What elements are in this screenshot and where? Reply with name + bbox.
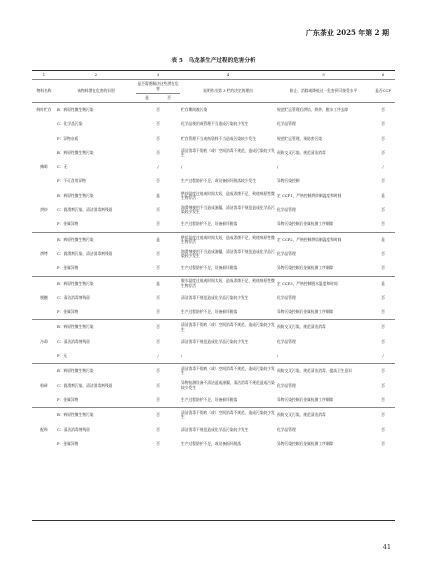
- material-name: [32, 364, 56, 379]
- need-control: 否: [156, 383, 160, 388]
- decision-reason: 清洁消毒不规范造成化学品污染较少发生: [181, 427, 249, 432]
- hazard-identification: C：清洁消毒剂残留: [57, 427, 90, 432]
- need-control: 否: [156, 310, 160, 315]
- table-caption: 表 5 乌龙茶生产过程的危害分析: [171, 58, 256, 64]
- table-row: [32, 408, 395, 423]
- control-measure: 预防交叉污染，规范清洁消毒: [276, 408, 371, 423]
- material-name: [32, 174, 56, 188]
- need-control: 否: [156, 266, 160, 271]
- decision-reason: 清洁消毒不彻底（或）空间消毒不规范，造成污染较少发生: [180, 408, 276, 423]
- control-measure: 化学品管理: [277, 251, 296, 256]
- col-number: 5: [276, 71, 371, 80]
- control-measure: 定 CCP1，严格控制烘炒制温度和时间: [277, 193, 342, 198]
- decision-reason: 清洁消毒不规范造成化学品污染较少发生: [181, 339, 249, 344]
- material-name: [32, 349, 56, 364]
- control-measure: 预防交叉污染，规范清洁消毒: [276, 320, 371, 335]
- hazard-identification: B：病原性微生物污染: [56, 408, 136, 423]
- control-measure: /: [277, 165, 279, 170]
- hazard-identification: P：金属异物: [57, 441, 79, 446]
- table-bottom-rule: [32, 520, 395, 521]
- ccp-flag: 否: [381, 179, 385, 184]
- decision-reason: 烘炒温度过低或时间太短，造成杀菌不足，致使病原性微生物存活: [181, 191, 275, 200]
- material-name: [32, 393, 56, 408]
- decision-reason: 润滑剂使用不当造成渗漏，清洁消毒不规范造成化学品污染较少发生: [181, 205, 275, 215]
- need-control: 否: [156, 150, 160, 155]
- hazard-identification: B：病原性微生物污染: [57, 150, 94, 155]
- hazard-identification: P：金属异物: [57, 310, 79, 315]
- ccp-flag: 否: [381, 266, 385, 271]
- material-name: [32, 261, 56, 276]
- material-name: 摊晾: [40, 165, 48, 170]
- decision-reason: 生产过程防护不足，设备损坏脱落: [181, 310, 238, 315]
- table-row: [32, 261, 395, 276]
- decision-reason: 生产过程防护不足，设备损坏脱落: [181, 222, 238, 227]
- decision-reason: 清洁消毒不规范造成化学品污染较少发生: [181, 295, 249, 300]
- ccp-flag: /: [382, 165, 384, 170]
- material-name: [32, 132, 56, 146]
- hazard-identification: C：化学品污染: [57, 122, 83, 127]
- need-control: /: [157, 354, 159, 359]
- material-name: [32, 320, 56, 335]
- decision-reason: 清洁消毒不彻底（或）空间消毒不规范，造成污染较少发生: [180, 320, 276, 335]
- control-measure: 异物污染控制: [277, 179, 300, 184]
- table-row: [32, 146, 395, 160]
- ccp-flag: 否: [381, 208, 385, 213]
- material-name: 烘炒: [40, 208, 48, 213]
- material-name: 鲜叶贮存: [32, 103, 56, 118]
- need-control: 否: [156, 339, 160, 344]
- decision-reason: 贮存管理不当或纸袋料不当造成污染较少发生: [181, 136, 257, 141]
- table-row: [32, 364, 395, 379]
- control-measure: 规范贮运管理，预防害污染: [277, 136, 323, 141]
- table-row: [32, 132, 395, 146]
- control-measure: 规范贮运管理后烘焙、烘炒、脱水工序去除: [276, 103, 371, 118]
- hazard-identification: P：异物杂质: [57, 136, 79, 141]
- ccp-flag: 否: [381, 310, 385, 315]
- ccp-flag: /: [382, 354, 384, 359]
- table-row: [32, 160, 395, 174]
- material-name: [32, 217, 56, 232]
- material-name: [32, 437, 56, 451]
- control-measure: 异物污染控制后金属检测工序剔除: [277, 441, 334, 446]
- header-measure: 防止、消除或降低这一危害到可接受水平: [276, 80, 371, 103]
- header-row: [32, 80, 395, 94]
- col-number: 3: [136, 71, 180, 80]
- col-number: 2: [56, 71, 136, 80]
- decision-reason: 润滑剂使用不当造成渗漏，清洁消毒不规范造成化学品污染较少发生: [181, 249, 275, 259]
- decision-reason: /: [181, 165, 183, 170]
- control-measure: 定 CCP3，严格控制脱水温度和时间: [276, 276, 371, 291]
- ccp-flag: 否: [381, 251, 385, 256]
- ccp-flag: 是: [371, 232, 395, 247]
- material-name: [32, 305, 56, 320]
- material-name: [32, 408, 56, 423]
- hazard-identification: C：无: [57, 165, 68, 170]
- need-control: 否: [156, 427, 160, 432]
- table-row: [32, 393, 395, 408]
- need-control: 否: [156, 136, 160, 141]
- hazard-identification: P：不可食用异物: [57, 179, 86, 184]
- table-row: [32, 291, 395, 305]
- ccp-flag: 否: [381, 295, 385, 300]
- hazard-identification: P：金属异物: [57, 397, 79, 402]
- header-no: 否: [158, 94, 180, 103]
- control-measure: 化学品管理: [277, 427, 296, 432]
- decision-reason: 化学品使用或管理不当造成污染较少发生: [181, 122, 249, 127]
- ccp-flag: 否: [371, 364, 395, 379]
- decision-reason: 生产过程防护不足，或设备损坏脱落较少发生: [181, 179, 257, 184]
- table-row: [32, 203, 395, 217]
- material-name: [32, 189, 56, 203]
- control-measure: 化学品管理: [277, 295, 296, 300]
- journal-header: 广东茶业 2025 年第 2 期: [305, 28, 389, 37]
- decision-reason: 生产过程防护不足，设备损坏脱落: [181, 397, 238, 402]
- material-name: 脱糖: [40, 295, 48, 300]
- table-row: [32, 305, 395, 320]
- decision-reason: /: [181, 354, 183, 359]
- material-name: [32, 232, 56, 247]
- need-control: 否: [156, 251, 160, 256]
- ccp-flag: 否: [381, 383, 385, 388]
- header-ccp: 是否CCP: [371, 80, 395, 103]
- table-row: [32, 232, 395, 247]
- hazard-identification: B：病原性微生物污染: [57, 193, 94, 198]
- hazard-identification: B：病原性微生物污染: [56, 276, 136, 291]
- decision-reason: 异物检测设备不清洁造成渗漏，清洁消毒不规范造成污染较少发生: [181, 381, 275, 390]
- need-control: 否: [156, 222, 160, 227]
- header-yes: 是: [136, 94, 158, 103]
- control-measure: 异物污染控制后金属检测工序剔除: [277, 310, 334, 315]
- header-need: 是否需要解决这些潜在危害: [136, 80, 180, 94]
- header-material: 物料名称: [32, 80, 56, 103]
- need-control: 否: [156, 441, 160, 446]
- decision-reason: 清洁消毒不彻底（或）空间消毒不规范，造成污染较少发生: [180, 364, 276, 379]
- need-control: 否: [136, 103, 180, 118]
- material-name: [32, 146, 56, 160]
- hazard-identification: P：无: [57, 354, 68, 359]
- ccp-flag: 否: [381, 150, 385, 155]
- table-row: [32, 174, 395, 188]
- need-control: 否: [156, 208, 160, 213]
- need-control: 是: [136, 232, 180, 247]
- hazard-identification: C：清洁消毒剂残留: [57, 295, 90, 300]
- control-measure: 化学品管理: [277, 208, 296, 213]
- table-row: [32, 379, 395, 393]
- material-name: [32, 117, 56, 131]
- need-control: 是: [136, 276, 180, 291]
- table-row: [32, 335, 395, 349]
- need-control: 否: [156, 397, 160, 402]
- decision-reason: 烘焙温度过低或时间太短，造成杀菌不足，致使病原性微生物存活: [180, 232, 276, 247]
- hazard-identification: C：润滑剂污染、清洁消毒剂残留: [57, 251, 113, 256]
- header-reason: 说明作出第 3 栏的决定的理由: [180, 80, 276, 103]
- hazard-identification: P：金属异物: [57, 222, 79, 227]
- ccp-flag: 否: [371, 408, 395, 423]
- material-name: [32, 276, 56, 291]
- control-measure: 预防交叉污染，规范清洁消毒，提高卫生意识: [276, 364, 371, 379]
- table-row: [32, 423, 395, 437]
- decision-reason: 生产过程防护不足，设备损坏脱落: [181, 266, 238, 271]
- col-number: 1: [32, 71, 56, 80]
- control-measure: 异物污染控制后金属检测工序剔除: [277, 222, 334, 227]
- need-control: 否: [156, 122, 160, 127]
- table-row: [32, 189, 395, 203]
- decision-reason: 清洁消毒不彻底（或）空间消毒不规范，造成污染较少发生: [181, 148, 275, 158]
- control-measure: 预防交叉污染，规范清洁消毒: [277, 150, 326, 155]
- control-measure: 异物污染控制后金属检测工序剔除: [277, 397, 334, 402]
- ccp-flag: 是: [381, 193, 385, 198]
- table-row: [32, 103, 395, 118]
- ccp-flag: 是: [371, 276, 395, 291]
- need-control: 是: [156, 193, 160, 198]
- material-name: 冷却: [40, 339, 48, 344]
- decision-reason: 脱水温度过低或时间太短，造成杀菌不足，致使病原性微生物存活: [180, 276, 276, 291]
- hazard-identification: P：金属异物: [57, 266, 79, 271]
- ccp-flag: 否: [381, 397, 385, 402]
- table-row: [32, 349, 395, 364]
- hazard-identification: C：清洁消毒剂残留: [57, 339, 90, 344]
- hazard-identification: C：润滑剂污染、清洁消毒剂残留: [57, 383, 113, 388]
- page-number: 41: [382, 543, 391, 551]
- need-control: 否: [156, 295, 160, 300]
- control-measure: 化学品管理: [277, 383, 296, 388]
- material-name: 配料: [40, 427, 48, 432]
- ccp-flag: 否: [381, 339, 385, 344]
- decision-reason: 生产过程防护不足，或设备损坏脱落: [181, 441, 242, 446]
- ccp-flag: 否: [371, 103, 395, 118]
- ccp-flag: 否: [381, 427, 385, 432]
- header-hazard: 该物料潜在危害的识别: [56, 80, 136, 103]
- decision-reason: 贮存期间被污染: [180, 103, 276, 118]
- ccp-flag: 否: [371, 320, 395, 335]
- hazard-table: [32, 71, 395, 451]
- ccp-flag: 否: [381, 122, 385, 127]
- need-control: 否: [136, 408, 180, 423]
- ccp-flag: 否: [381, 136, 385, 141]
- material-name: 烘烤: [40, 251, 48, 256]
- hazard-identification: B：病原性微生物污染: [56, 364, 136, 379]
- need-control: 否: [136, 364, 180, 379]
- control-measure: 定 CCP2，严格控制烘焙制温度和时间: [276, 232, 371, 247]
- table-row: [32, 217, 395, 232]
- ccp-flag: 否: [381, 222, 385, 227]
- column-number-row: [32, 71, 395, 80]
- table-row: [32, 276, 395, 291]
- material-name: 粉碎: [40, 383, 48, 388]
- table-row: [32, 117, 395, 131]
- hazard-identification: B：病原性微生物污染: [56, 320, 136, 335]
- need-control: 否: [156, 179, 160, 184]
- need-control: /: [157, 165, 159, 170]
- table-row: [32, 320, 395, 335]
- control-measure: 化学品管理: [277, 339, 296, 344]
- table-row: [32, 437, 395, 451]
- table-row: [32, 247, 395, 261]
- ccp-flag: 否: [381, 441, 385, 446]
- hazard-identification: B：病原性微生物污染: [56, 103, 136, 118]
- col-number: 6: [371, 71, 395, 80]
- col-number: 4: [180, 71, 276, 80]
- control-measure: 异物污染控制后金属检测工序剔除: [277, 266, 334, 271]
- hazard-identification: C：润滑剂污染、清洁消毒剂残留: [57, 208, 113, 213]
- control-measure: /: [277, 354, 279, 359]
- control-measure: 化学品管理: [277, 122, 296, 127]
- need-control: 否: [136, 320, 180, 335]
- hazard-identification: B：病原性微生物污染: [56, 232, 136, 247]
